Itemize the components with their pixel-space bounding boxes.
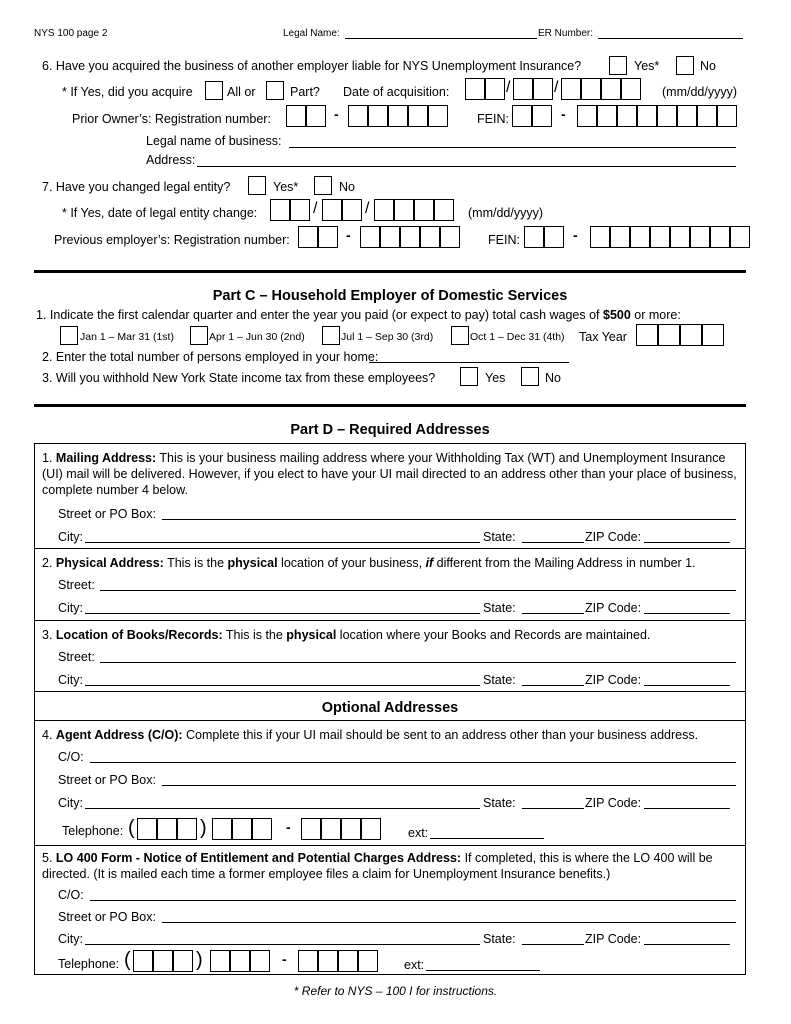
form-page-label: NYS 100 page 2 bbox=[34, 28, 108, 39]
s5-co-field[interactable] bbox=[90, 900, 736, 901]
s1-street-field[interactable] bbox=[162, 519, 736, 520]
q6-no-checkbox[interactable] bbox=[676, 56, 694, 75]
s3-street-field[interactable] bbox=[100, 662, 736, 663]
withhold-yes-checkbox[interactable] bbox=[460, 367, 478, 386]
persons-employed-field[interactable] bbox=[369, 362, 569, 363]
s5-city-field[interactable] bbox=[85, 944, 480, 945]
mailing-address-description: 1. Mailing Address: This is your business mailing address where your Withholding Tax (WT) and Unemployment Insurance (UI) mail will be delivered. However, if you elect to have your UI mail directed to an address other than your place of business, complete number 4 below. bbox=[42, 451, 737, 497]
s5-telephone-label: Telephone: bbox=[58, 957, 120, 971]
q6-prior-owner-label: Prior Owner’s: Registration number: bbox=[72, 112, 271, 126]
s3-state-label: State: bbox=[483, 673, 516, 687]
q7-yes-checkbox[interactable] bbox=[248, 176, 266, 195]
legal-name-label: Legal Name: bbox=[283, 28, 340, 39]
q6-yes-label: Yes* bbox=[634, 59, 660, 73]
part-c-q1 bbox=[36, 308, 681, 322]
s2-zip-field[interactable] bbox=[644, 613, 730, 614]
q6-legal-name-field[interactable] bbox=[289, 147, 736, 148]
agent-address-description: 4. Agent Address (C/O): Complete this if your UI mail should be sent to an address other than your business address. bbox=[42, 728, 699, 742]
s2-city-field[interactable] bbox=[85, 613, 480, 614]
q7-date-format: (mm/dd/yyyy) bbox=[468, 206, 543, 220]
s1-state-label: State: bbox=[483, 530, 516, 544]
s5-state-label: State: bbox=[483, 932, 516, 946]
part-c-q3: 3. Will you withhold New York State income tax from these employees? bbox=[42, 371, 436, 385]
s2-city-label: City: bbox=[58, 601, 83, 615]
s2-zip-label: ZIP Code: bbox=[585, 601, 642, 615]
q6-legal-name-label: Legal name of business: bbox=[146, 134, 282, 148]
s3-zip-label: ZIP Code: bbox=[585, 673, 642, 687]
q6-no-label: No bbox=[700, 59, 716, 73]
withhold-no-label: No bbox=[545, 371, 561, 385]
s5-street-label: Street or PO Box: bbox=[58, 910, 156, 924]
books-records-description: 3. Location of Books/Records: This is the physical location where your Books and Records are maintained. bbox=[42, 628, 651, 642]
quarter-3-label: Jul 1 – Sep 30 (3rd) bbox=[341, 331, 434, 343]
quarter-4-checkbox[interactable] bbox=[451, 326, 469, 345]
quarter-4-label: Oct 1 – Dec 31 (4th) bbox=[470, 331, 565, 343]
s1-street-label: Street or PO Box: bbox=[58, 507, 156, 521]
s2-street-field[interactable] bbox=[100, 590, 736, 591]
s4-street-field[interactable] bbox=[162, 785, 736, 786]
q6-address-label: Address: bbox=[146, 153, 196, 167]
s5-zip-field[interactable] bbox=[644, 944, 730, 945]
q7-no-checkbox[interactable] bbox=[314, 176, 332, 195]
part-d-title: Part D – Required Addresses bbox=[290, 422, 490, 438]
tax-year-label: Tax Year bbox=[579, 330, 627, 344]
s1-zip-field[interactable] bbox=[644, 542, 730, 543]
q7-yes-label: Yes* bbox=[273, 180, 299, 194]
s4-city-field[interactable] bbox=[85, 808, 480, 809]
part-c-title: Part C – Household Employer of Domestic Services bbox=[212, 288, 568, 304]
s1-zip-label: ZIP Code: bbox=[585, 530, 642, 544]
s2-state-label: State: bbox=[483, 601, 516, 615]
quarter-1-checkbox[interactable] bbox=[60, 326, 78, 345]
q6-fein-label: FEIN: bbox=[477, 112, 509, 126]
s3-street-label: Street: bbox=[58, 650, 95, 664]
s4-state-field[interactable] bbox=[522, 808, 584, 809]
quarter-2-label: Apr 1 – Jun 30 (2nd) bbox=[209, 331, 305, 343]
quarter-3-checkbox[interactable] bbox=[322, 326, 340, 345]
part-c-q1-text: 1. Indicate the first calendar quarter and enter the year you paid (or expect to pay) total cash wages of bbox=[36, 308, 603, 322]
q6-if-yes-label: * If Yes, did you acquire bbox=[62, 85, 193, 99]
q6-part-checkbox[interactable] bbox=[266, 81, 284, 100]
lo400-address-description: 5. LO 400 Form - Notice of Entitlement and Potential Charges Address: If completed, this is where the LO 400 will be directed. (It is mailed each time a former employee files a claim for Unemployment Insurance benefits.) bbox=[42, 851, 713, 881]
s4-city-label: City: bbox=[58, 796, 83, 810]
s4-telephone-label: Telephone: bbox=[62, 824, 124, 838]
quarter-2-checkbox[interactable] bbox=[190, 326, 208, 345]
physical-address-description: 2. Physical Address: This is the physical location of your business, if different from the Mailing Address in number 1. bbox=[42, 556, 696, 570]
s5-city-label: City: bbox=[58, 932, 83, 946]
s4-co-field[interactable] bbox=[90, 762, 736, 763]
s3-state-field[interactable] bbox=[522, 685, 584, 686]
withhold-no-checkbox[interactable] bbox=[521, 367, 539, 386]
q7-if-yes-label: * If Yes, date of legal entity change: bbox=[62, 206, 258, 220]
s3-city-label: City: bbox=[58, 673, 83, 687]
s2-state-field[interactable] bbox=[522, 613, 584, 614]
q6-all-label: All or bbox=[227, 85, 256, 99]
q6-question: 6. Have you acquired the business of another employer liable for NYS Unemployment Insurance? bbox=[42, 59, 582, 73]
q6-yes-checkbox[interactable] bbox=[609, 56, 627, 75]
section-divider bbox=[34, 404, 746, 407]
s4-state-label: State: bbox=[483, 796, 516, 810]
s3-city-field[interactable] bbox=[85, 685, 480, 686]
q6-date-format: (mm/dd/yyyy) bbox=[662, 85, 737, 99]
s4-zip-field[interactable] bbox=[644, 808, 730, 809]
q6-part-label: Part? bbox=[290, 85, 320, 99]
s5-ext-label: ext: bbox=[404, 958, 425, 972]
s3-zip-field[interactable] bbox=[644, 685, 730, 686]
s5-ext-field[interactable] bbox=[426, 970, 540, 971]
s5-co-label: C/O: bbox=[58, 888, 84, 902]
q7-fein-label: FEIN: bbox=[488, 233, 520, 247]
s4-ext-label: ext: bbox=[408, 826, 429, 840]
s1-state-field[interactable] bbox=[522, 542, 584, 543]
s1-city-label: City: bbox=[58, 530, 83, 544]
s5-state-field[interactable] bbox=[522, 944, 584, 945]
part-c-q1-suffix: or more: bbox=[630, 308, 681, 322]
quarter-1-label: Jan 1 – Mar 31 (1st) bbox=[80, 331, 174, 343]
q6-all-checkbox[interactable] bbox=[205, 81, 223, 100]
s5-zip-label: ZIP Code: bbox=[585, 932, 642, 946]
q7-prev-employer-label: Previous employer’s: Registration number: bbox=[54, 233, 290, 247]
part-c-q1-amount: $500 bbox=[603, 308, 631, 322]
s2-street-label: Street: bbox=[58, 578, 95, 592]
er-number-label: ER Number: bbox=[538, 28, 594, 39]
s1-city-field[interactable] bbox=[85, 542, 480, 543]
withhold-yes-label: Yes bbox=[485, 371, 506, 385]
s4-ext-field[interactable] bbox=[430, 838, 544, 839]
s5-street-field[interactable] bbox=[162, 922, 736, 923]
s4-co-label: C/O: bbox=[58, 750, 84, 764]
q7-question: 7. Have you changed legal entity? bbox=[42, 180, 231, 194]
s4-zip-label: ZIP Code: bbox=[585, 796, 642, 810]
q7-no-label: No bbox=[339, 180, 355, 194]
footer-note: * Refer to NYS – 100 I for instructions. bbox=[293, 984, 498, 998]
q6-address-field[interactable] bbox=[197, 166, 736, 167]
s4-street-label: Street or PO Box: bbox=[58, 773, 156, 787]
section-divider bbox=[34, 270, 746, 273]
er-number-field[interactable] bbox=[598, 38, 743, 39]
optional-addresses-title: Optional Addresses bbox=[321, 700, 459, 716]
part-c-q2: 2. Enter the total number of persons employed in your home: bbox=[42, 350, 379, 364]
q6-date-label: Date of acquisition: bbox=[343, 85, 450, 99]
legal-name-field[interactable] bbox=[345, 38, 537, 39]
